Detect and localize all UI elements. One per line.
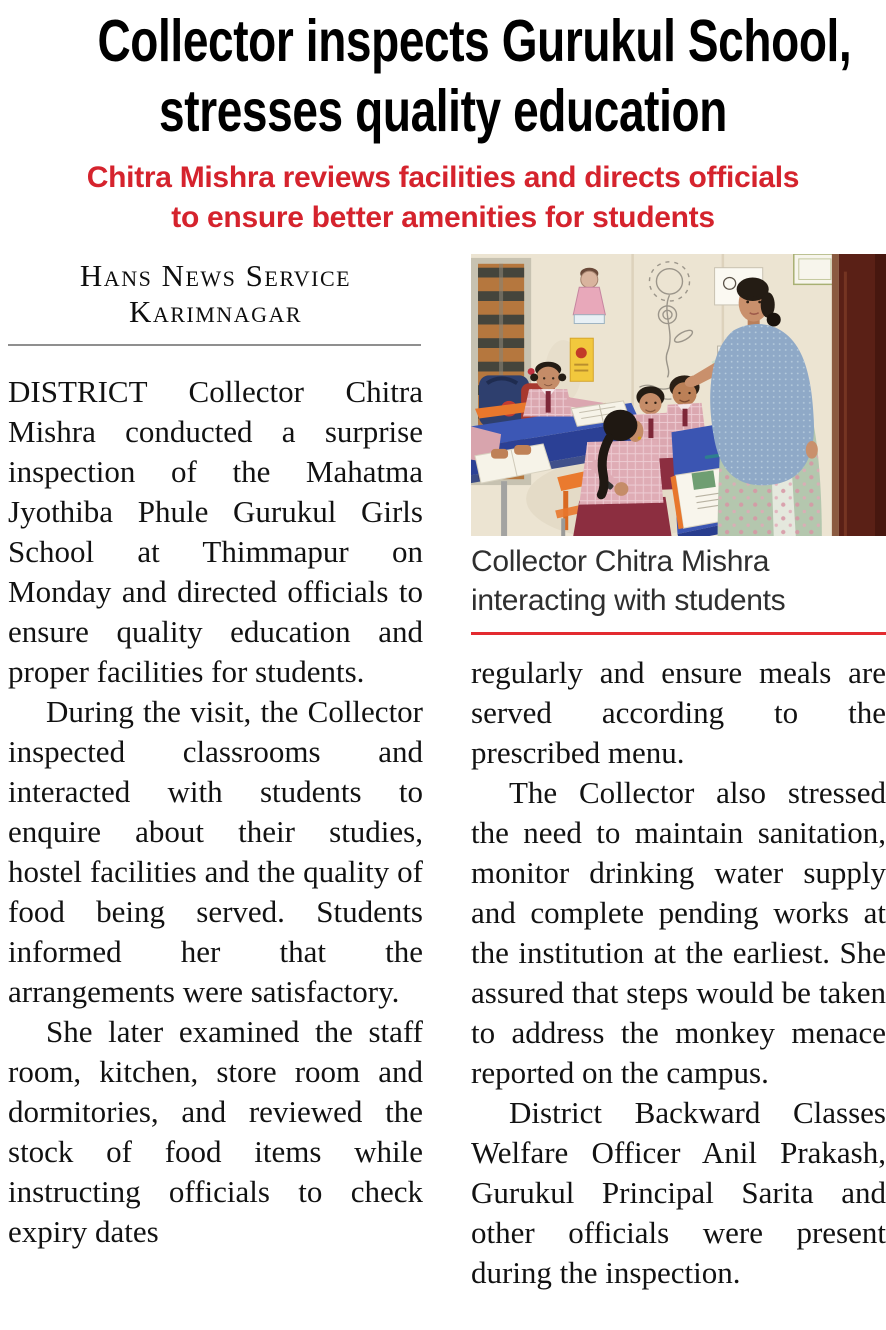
headline [0,6,886,146]
photo-caption [471,542,886,620]
byline [8,258,423,330]
left-column-text [8,372,423,1252]
left-column [8,254,423,1293]
paragraph: regularly and ensure meals are served according to the prescribed menu. [471,655,886,770]
paragraph: District Backward Classes Welfare Officer Anil Prakash, Gurukul Principal Sarita and other officials were present during the inspection. [471,1095,886,1290]
photo-figure [471,254,886,620]
headline-line-2: stresses quality education [159,78,727,144]
paragraph: The Collector also stressed the need to maintain sanitation, monitor drinking water supply and complete pending works at the institution at the earliest. She assured that steps would be taken to address the monkey menace reported on the campus. [471,775,886,1090]
subheadline-line-2: to ensure better amenities for students [171,201,715,234]
paragraph: She later examined the staff room, kitchen, store room and dormitories, and reviewed the stock of food items while instructing officials to check expiry dates [8,1014,423,1249]
classroom-photo [471,254,886,536]
headline-line-1: Collector inspects Gurukul School, [97,8,852,74]
right-column [471,254,886,1293]
byline-divider [8,344,421,346]
byline-location: Karimnagar [128,294,303,329]
byline-agency: Hans News Service [79,258,352,293]
subheadline [0,158,886,238]
paragraph: DISTRICT Collector Chitra Mishra conducted a surprise inspection of the Mahatma Jyothiba Phule Gurukul Girls School at Thimmapur on Monday and directed officials to ensure quality education and proper facilities for students. [8,374,423,689]
photo-caption-line-2: interacting with students [471,584,786,617]
right-column-text [471,653,886,1293]
article-columns [0,254,886,1293]
photo-caption-line-1: Collector Chitra Mishra [471,545,770,578]
subheadline-line-1: Chitra Mishra reviews facilities and directs officials [86,161,800,194]
red-divider [471,632,886,635]
paragraph: During the visit, the Collector inspected classrooms and interacted with students to enquire about their studies, hostel facilities and the quality of food being served. Students informed her that the arrangements were satisfactory. [8,694,423,1009]
